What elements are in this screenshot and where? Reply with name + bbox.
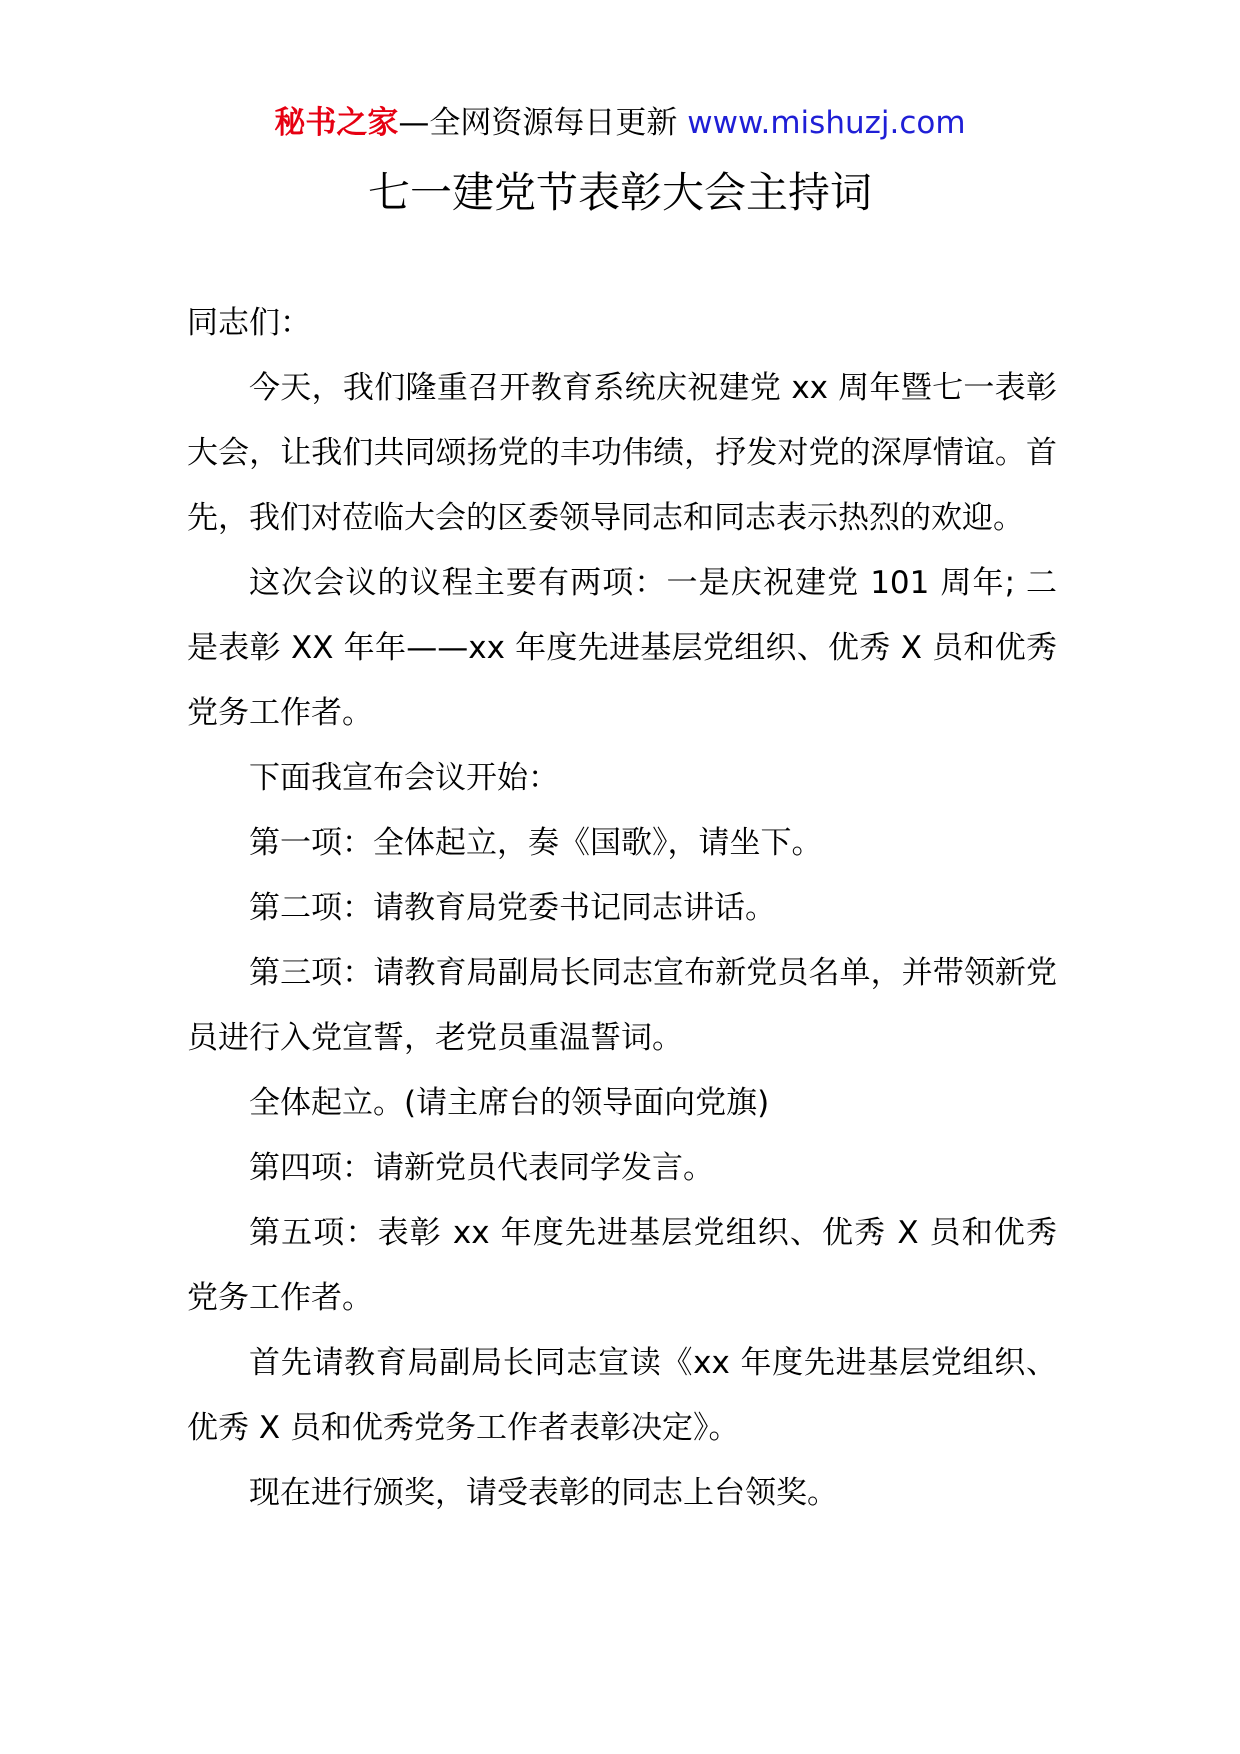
document-body — [187, 291, 1057, 1526]
paragraph-stand-up: 全体起立。(请主席台的领导面向党旗) — [249, 1085, 770, 1121]
paragraph-item-1: 第一项：全体起立，奏《国歌》，请坐下。 — [249, 825, 823, 861]
brand-name: 秘书之家 — [274, 105, 399, 141]
paragraph-item-2: 第二项：请教育局党委书记同志讲话。 — [249, 890, 776, 926]
paragraph-agenda: 这次会议的议程主要有两项：一是庆祝建党 101 周年; 二是表彰 XX 年年——xx 年度先进基层党组织、优秀 X 员和优秀党务工作者。 — [187, 565, 1057, 731]
paragraph-awards: 现在进行颁奖，请受表彰的同志上台领奖。 — [249, 1475, 838, 1511]
paragraph-opening: 今天，我们隆重召开教育系统庆祝建党 xx 周年暨七一表彰大会，让我们共同颂扬党的丰功伟绩，抒发对党的深厚情谊。首先，我们对莅临大会的区委领导同志和同志表示热烈的欢迎。 — [187, 370, 1057, 536]
salutation: 同志们： — [187, 305, 311, 341]
paragraph-item-5: 第五项：表彰 xx 年度先进基层党组织、优秀 X 员和优秀党务工作者。 — [187, 1215, 1057, 1316]
site-url-link[interactable]: www.mishuzj.com — [687, 105, 966, 141]
document-title: 七一建党节表彰大会主持词 — [367, 168, 872, 217]
header-tagline: —全网资源每日更新 — [398, 105, 688, 141]
site-header — [0, 101, 1240, 145]
paragraph-item-4: 第四项：请新党员代表同学发言。 — [249, 1150, 714, 1186]
paragraph-meeting-start: 下面我宣布会议开始： — [249, 760, 559, 796]
paragraph-item-3: 第三项：请教育局副局长同志宣布新党员名单，并带领新党员进行入党宣誓，老党员重温誓词。 — [187, 955, 1057, 1056]
paragraph-read-decision: 首先请教育局副局长同志宣读《xx 年度先进基层党组织、优秀 X 员和优秀党务工作者表彰决定》。 — [187, 1345, 1057, 1446]
